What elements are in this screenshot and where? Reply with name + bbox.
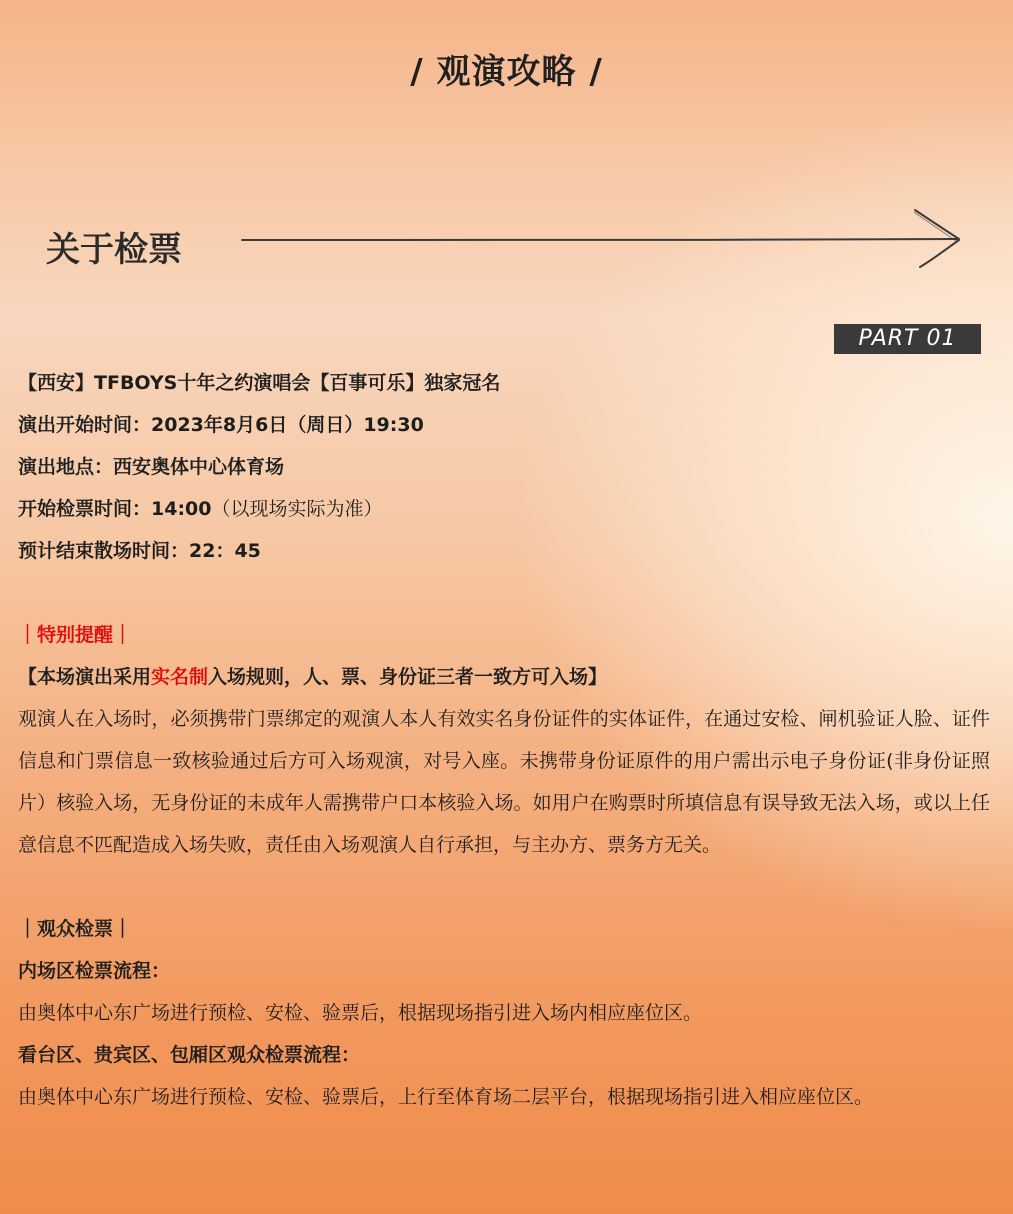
part-badge: PART 01: [834, 324, 981, 354]
event-name: 【西安】TFBOYS十年之约演唱会【百事可乐】独家冠名: [18, 372, 501, 394]
realname-rule: [18, 656, 990, 698]
venue-row: [18, 446, 990, 488]
rule-highlight: 实名制: [151, 666, 209, 688]
checkin-label: 开始检票时间：: [18, 498, 152, 520]
special-reminder-title: ｜特别提醒｜: [18, 624, 133, 646]
reminder-body: 观演人在入场时，必须携带门票绑定的观演人本人有效实名身份证件的实体证件，在通过安检、闸机验证人脸、证件信息和门票信息一致核验通过后方可入场观演，对号入座。未携带身份证原件的用户需出示电子身份证(非身份证照片）核验入场，无身份证的未成年人需携带户口本核验入场。如用户在购票时所填信息有误导致无法入场，或以上任意信息不匹配造成入场失败，责任由入场观演人自行承担，与主办方、票务方无关。: [18, 708, 990, 856]
arrow-right-icon: [240, 205, 970, 275]
start-time-value: 2023年8月6日（周日）19:30: [151, 414, 424, 436]
checkin-value: 14:00: [151, 498, 212, 520]
inner-area-label: 内场区检票流程：: [18, 960, 171, 982]
start-time-label: 演出开始时间：: [18, 414, 152, 436]
section-heading: 关于检票: [46, 230, 182, 270]
rule-suffix: 入场规则，人、票、身份证三者一致方可入场】: [208, 666, 608, 688]
audience-checkin-title: ｜观众检票｜: [18, 918, 133, 940]
stand-area-label: 看台区、贵宾区、包厢区观众检票流程：: [18, 1044, 361, 1066]
start-time-row: [18, 404, 990, 446]
checkin-row: [18, 488, 990, 530]
venue-label: 演出地点：: [18, 456, 114, 478]
venue-value: 西安奥体中心体育场: [113, 456, 285, 478]
page-title: / 观演攻略 /: [410, 52, 603, 92]
end-time-row: [18, 530, 990, 572]
checkin-note: （以现场实际为准）: [211, 498, 383, 520]
rule-prefix: 【本场演出采用: [18, 666, 152, 688]
stand-area-text: 由奥体中心东广场进行预检、安检、验票后，上行至体育场二层平台，根据现场指引进入相应座位区。: [18, 1086, 874, 1108]
end-time-label: 预计结束散场时间：: [18, 540, 190, 562]
inner-area-text: 由奥体中心东广场进行预检、安检、验票后，根据现场指引进入场内相应座位区。: [18, 1002, 703, 1024]
end-time-value: 22：45: [189, 540, 261, 562]
guide-content: [18, 362, 990, 1118]
